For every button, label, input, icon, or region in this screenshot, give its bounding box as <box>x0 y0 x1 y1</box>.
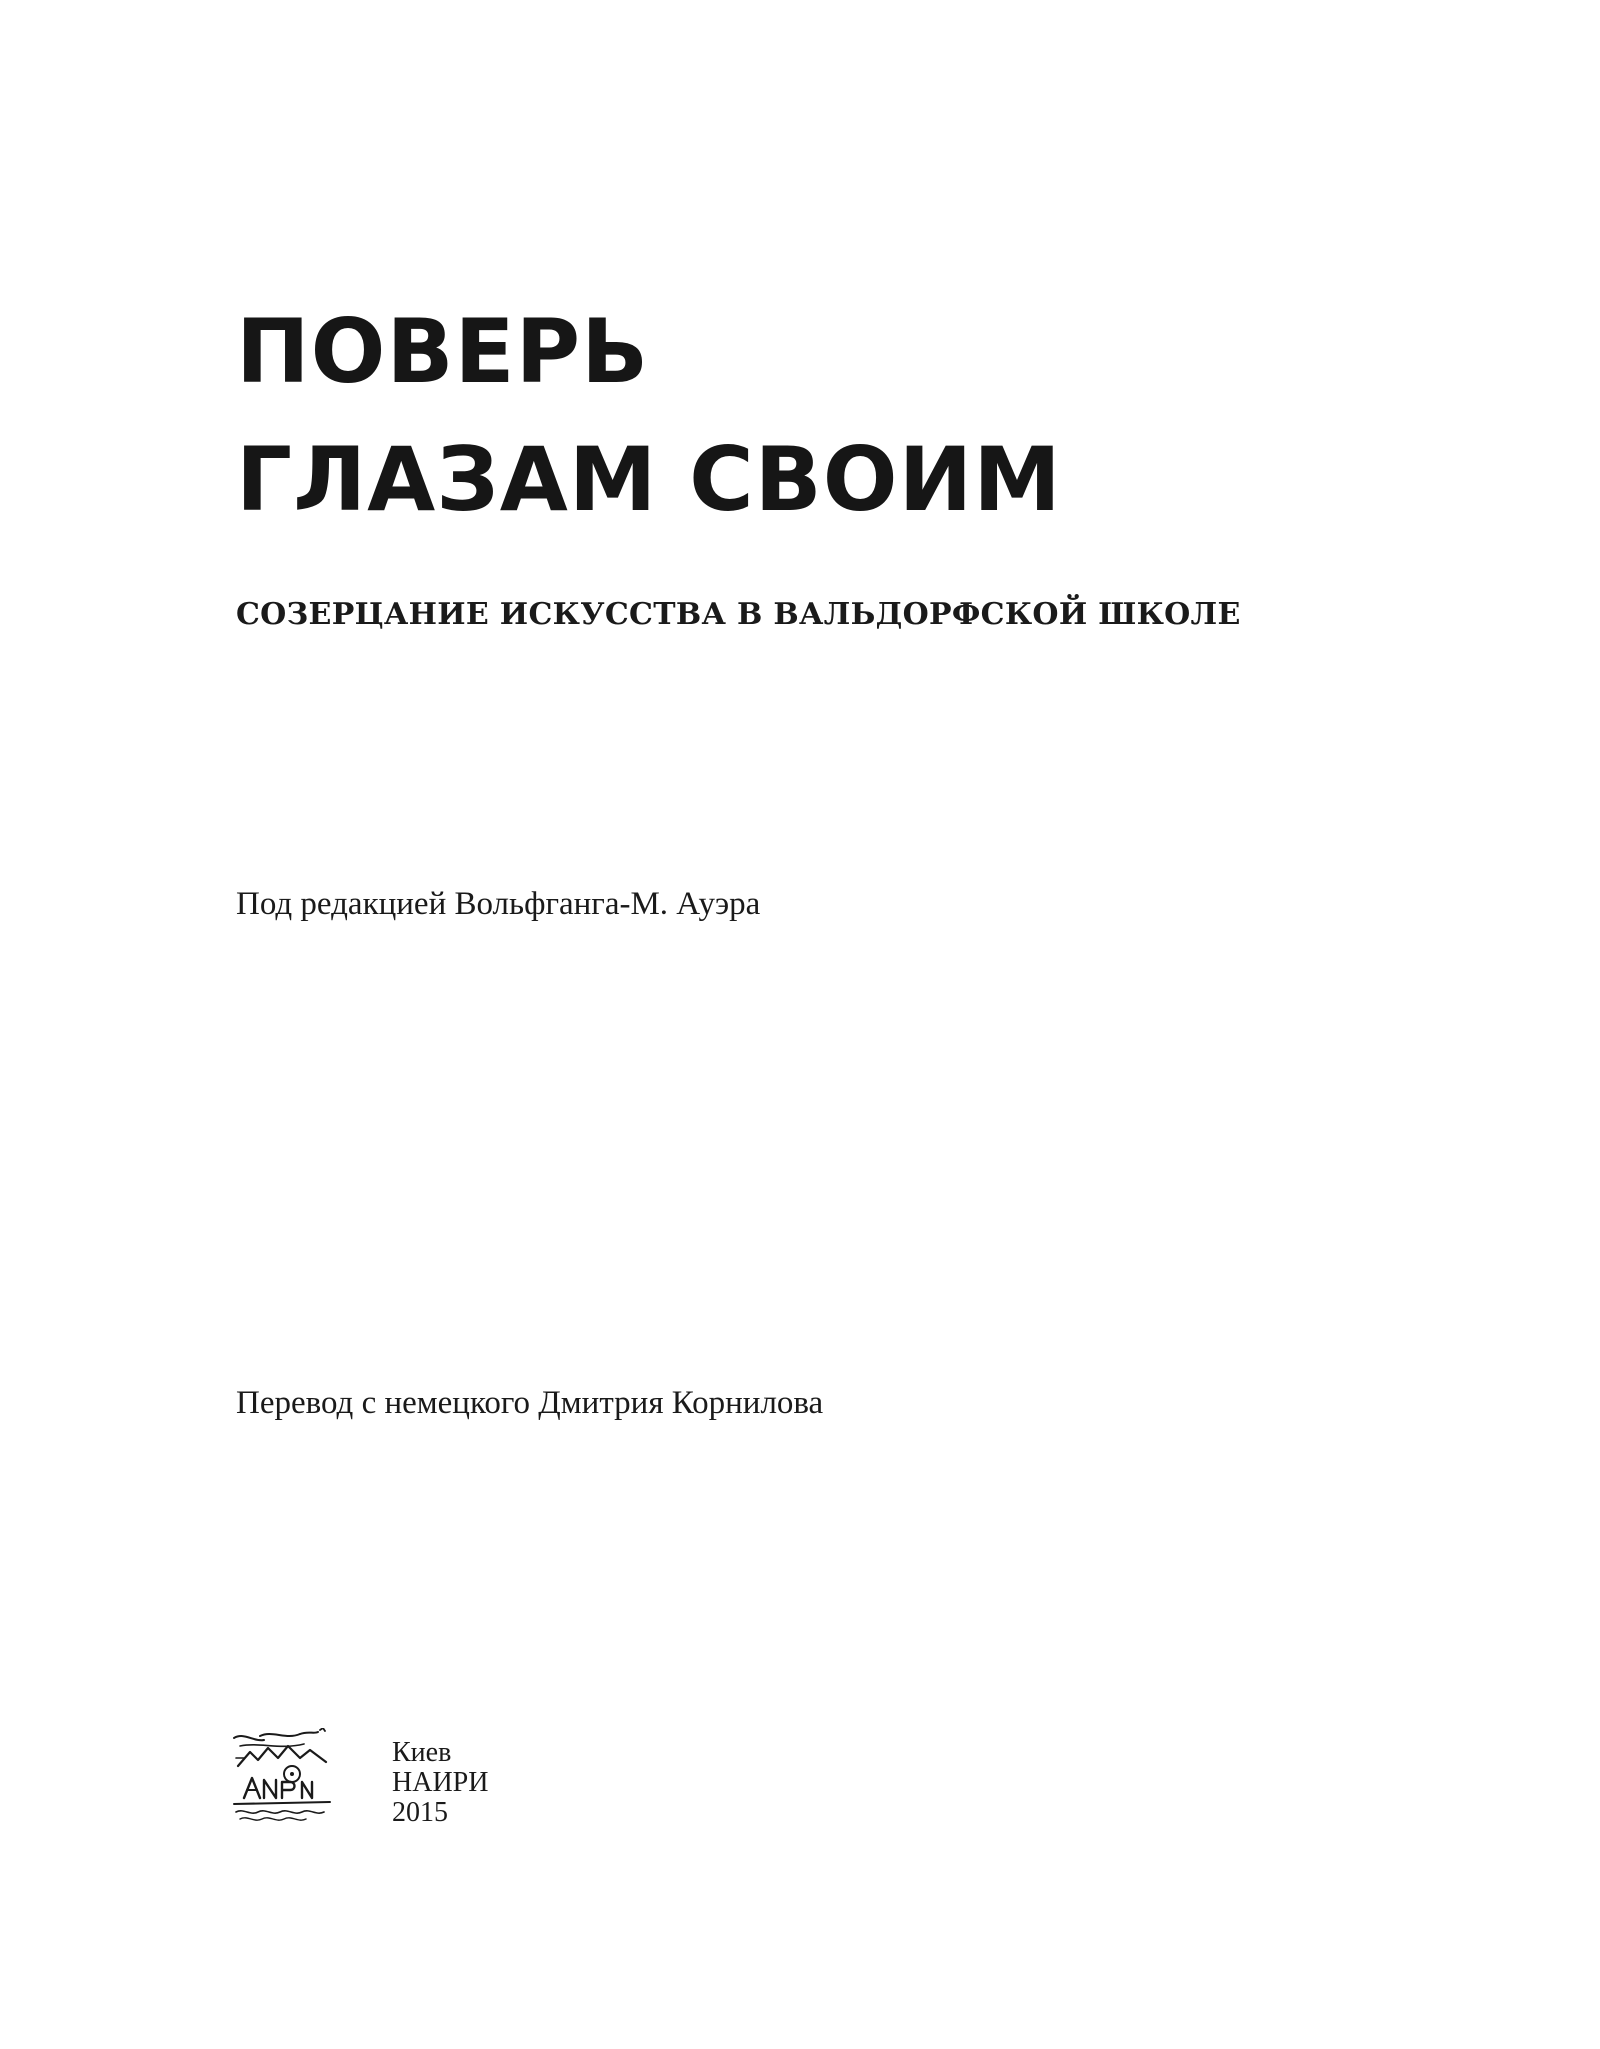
book-title-line-1: ПОВЕРЬ <box>236 300 650 403</box>
publication-year: 2015 <box>392 1797 448 1828</box>
publisher-name: НАИРИ <box>392 1767 489 1798</box>
book-title-line-2: ГЛАЗАМ СВОИМ <box>236 428 1062 531</box>
publisher-city: Киев <box>392 1737 452 1768</box>
editor-credit: Под редакцией Вольфганга-М. Ауэра <box>236 886 761 922</box>
publisher-imprint <box>392 1738 488 1828</box>
book-subtitle: СОЗЕРЦАНИЕ ИСКУССТВА В ВАЛЬДОРФСКОЙ ШКОЛЕ <box>236 597 1241 632</box>
publisher-logo-icon <box>230 1728 350 1824</box>
translator-credit: Перевод с немецкого Дмитрия Корнилова <box>236 1385 824 1421</box>
